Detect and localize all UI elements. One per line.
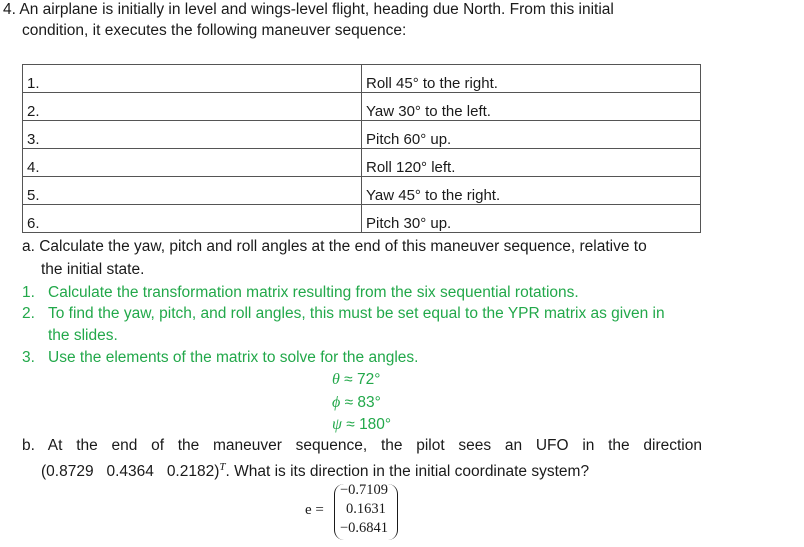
maneuver-action: Yaw 45° to the right. <box>362 177 701 205</box>
maneuver-action: Pitch 60° up. <box>362 121 701 149</box>
angle-phi <box>332 394 381 412</box>
part-b-line-1 <box>22 437 702 455</box>
step-number: 2. <box>22 305 35 322</box>
angle-value: ≈ 83° <box>344 394 381 411</box>
maneuver-number: 2. <box>23 93 362 121</box>
table-row <box>23 93 701 121</box>
maneuver-action: Yaw 30° to the left. <box>362 93 701 121</box>
table-row <box>23 177 701 205</box>
angle-symbol: ψ <box>332 416 342 433</box>
ufo-vector: (0.8729 0.4364 0.2182) <box>41 463 220 481</box>
vector-entry: 0.1631 <box>346 501 386 517</box>
problem-line-1: 4. An airplane is initially in level and wings-level flight, heading due North. From this initial <box>3 1 614 18</box>
part-a-line-1: a. Calculate the yaw, pitch and roll angles at the end of this maneuver sequence, relative to <box>22 238 647 255</box>
right-paren <box>388 484 398 540</box>
part-b-line-2 <box>41 461 589 481</box>
maneuver-action: Roll 45° to the right. <box>362 65 701 93</box>
vector-entry: −0.6841 <box>340 520 389 536</box>
maneuver-table <box>22 64 701 233</box>
angle-psi <box>332 416 391 434</box>
maneuver-number: 5. <box>23 177 362 205</box>
step-text: the slides. <box>48 327 118 344</box>
maneuver-number: 4. <box>23 149 362 177</box>
step-number: 1. <box>22 284 35 301</box>
angle-symbol: θ <box>332 371 340 388</box>
maneuver-action: Pitch 30° up. <box>362 205 701 233</box>
table-row <box>23 65 701 93</box>
step-text: Calculate the transformation matrix resulting from the six sequential rotations. <box>48 284 579 301</box>
maneuver-number: 3. <box>23 121 362 149</box>
part-a-line-2: the initial state. <box>41 261 145 278</box>
step-number: 3. <box>22 349 35 366</box>
maneuver-number: 6. <box>23 205 362 233</box>
angle-theta <box>332 371 380 389</box>
table-row <box>23 149 701 177</box>
step-text: Use the elements of the matrix to solve for the angles. <box>48 349 419 366</box>
maneuver-action: Roll 120° left. <box>362 149 701 177</box>
transpose-mark: T <box>219 461 226 473</box>
maneuver-number: 1. <box>23 65 362 93</box>
angle-symbol: ϕ <box>332 394 341 411</box>
step-text: To find the yaw, pitch, and roll angles, this must be set equal to the YPR matrix as given in <box>48 305 665 322</box>
answer-lhs: e = <box>305 502 324 518</box>
angle-value: ≈ 180° <box>346 416 392 433</box>
part-b-question: . What is its direction in the initial coordinate system? <box>225 463 590 481</box>
problem-line-2: condition, it executes the following maneuver sequence: <box>22 22 407 39</box>
table-row <box>23 205 701 233</box>
vector-entry: −0.7109 <box>340 482 389 498</box>
part-b-text: b. At the end of the maneuver sequence, the pilot sees an UFO in the direction <box>22 437 702 454</box>
answer-vector <box>334 484 398 540</box>
angle-value: ≈ 72° <box>344 371 381 388</box>
table-row <box>23 121 701 149</box>
